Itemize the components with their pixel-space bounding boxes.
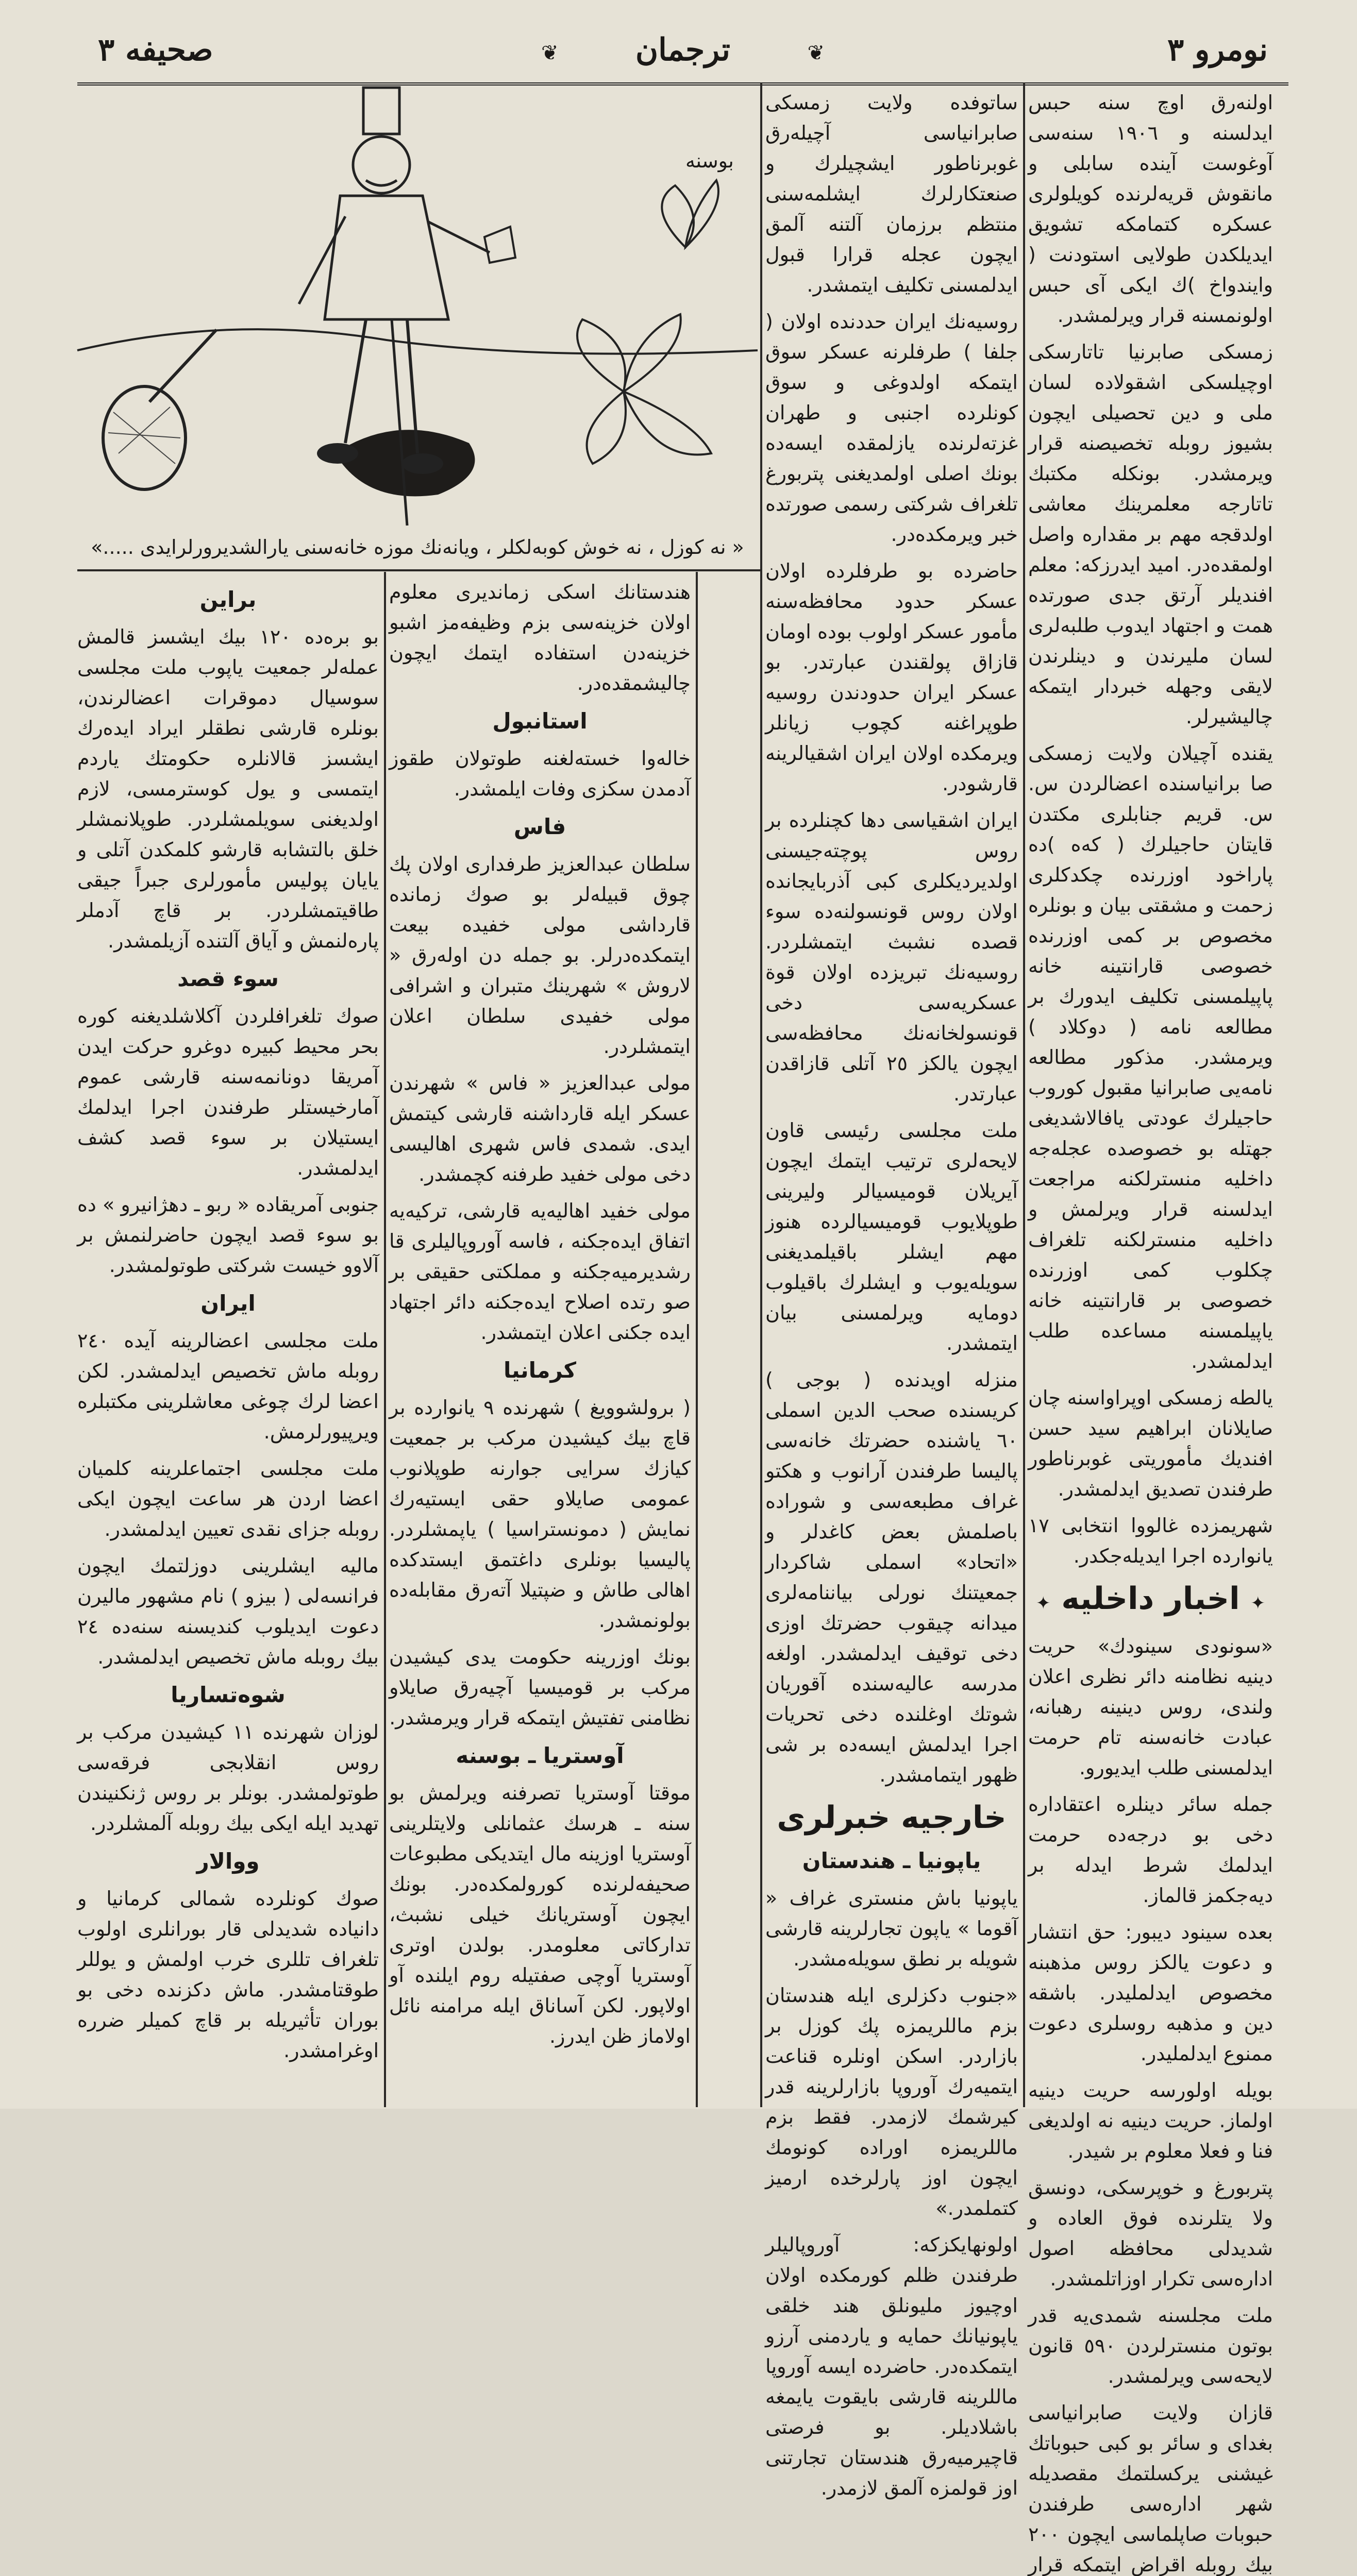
column-4 xyxy=(77,577,379,2102)
column-rule xyxy=(760,82,762,2107)
paragraph: «سونودی سينودك» حريت دينيه نظامنه دائر نظری اعلان ولندی، روس دينينه رهبانه، عبادت خانه‌سنه تام حرمت ايدلمسنی طلب ايديورو. xyxy=(1028,1635,1273,1779)
ornament-icon: ✦ xyxy=(1035,1593,1051,1614)
paragraph: يقنده آچيلان ولايت زمسكی صا برانياسنده اعضالردن س. س. قريم جنابلری مكتدن قايتان حاجيلرك ( كه‌ه )ده پاراخود اوزرنده چكدكلری زحمت و مشقتی بيان و بونلره مخصوص بر كمی اوزرنده خصوصی قارانتينه خانه پاپيلمسنی تكليف ايدورك بر مطالعه نامه ( دوكلاد ) ويرمشدر. مذكور مطالعه نامه‌يی صابرانيا مقبول كوروب حاجيلرك عودتی يافالاشديغی جهتله بو خصوصده عجله‌جه داخليه منسترلكنه مراجعت ايدلسنه قرار ويرلمش و داخليه منسترلكنه تلغراف چكلوب كمی اوزرنده خصوصی بر قارانتينه خانه ياپيلمسنه مساعده طلب ايدلمشدر. xyxy=(1028,742,1273,1372)
paragraph: صوك كونلرده شمالی كرمانيا و دانياده شديدلی قار بورانلری اولوب تلغراف تللری خرب اولمش و يوللر طوقتامشدر. ماش دكزنده دخی بو بوران تأثيريله بر قاچ كميلر ضرره اوغرامشدر. xyxy=(77,1887,379,2062)
cartoon-label: بوسنه xyxy=(685,149,734,172)
section-title-text: اخبار داخليه xyxy=(1061,1581,1240,1617)
section-title: كرمانيا xyxy=(503,1358,576,1383)
paragraph: منزله اويدنده ( بوجی ) كريسنده صحب الدين اسملی ٦٠ ياشنده حضرتك خانه‌سی پاليسا طرفندن آرانوب و هكتو غراف مطبعه‌سی و شوراده باصلمش بعض كاغدلر و «اتحاد» اسملی شاكردار جمعيتنك نورلی بياننامه‌لری ميدانه چيقوب حضرتك اوزی دخی توقيف ايدلمشدر. اولغه مدرسه عاليه‌سنده آقوريان شوتك اوغلنده دخی تحريات اجرا ايدلمش ايسه‌ده بر شی ظهور ايتمامشدر. xyxy=(765,1368,1018,1786)
column-rule xyxy=(696,572,698,2107)
issue-number: نومرو ٣ xyxy=(1167,32,1268,68)
ornament-icon: ❦ xyxy=(541,41,559,65)
paragraph: ساتوفده ولايت زمسكی صابرانياسی آچيله‌رق غوبرناطور ايشچيلرك و صنعتكارلرك ايشلمه‌سنی منتظم برزمان آلتنه آلمق ايچون عجله قرارا قبول ايدلمسنی تكليف ايتمشدر. xyxy=(765,91,1018,296)
paragraph: سلطان عبدالعزيز طرفداری اولان پك چوق قبيله‌لر بو صوك زمانده قارداشی مولی خفيده بيعت ايتمكده‌درلر. بو جمله دن اوله‌رق « لاروش » شهرينك متبران و اشرافی مولی خفيدی سلطان اعلان ايتمشلردر. xyxy=(389,853,691,1058)
paragraph: قازان ولايت صابرانياسی بغدای و سائر بو كبی حبوباتك غيشنی يركسلتمك مقصديله شهر اداره‌سی طرفندن حبوبات صاپلماسی ايچون ٢٠٠ بيك روبله اقراض ايتمكه قرار xyxy=(1028,2401,1273,2576)
paragraph: ماليه ايشلرينی دوزلتمك ايچون فرانسه‌لی ( بيزو ) نام مشهور ماليرن دعوت ايديلوب كنديسنه سنه‌ده ٢٤ بيك روبله ماش تخصيص ايدلمشدر. xyxy=(77,1554,379,1668)
section-title: خارجيه خبرلری xyxy=(777,1800,1007,1836)
page-number: صحیفه ٣ xyxy=(98,32,213,68)
column-rule xyxy=(1023,82,1025,2107)
cartoon-caption: « نه كوزل ، نه خوش كوبه‌لكلر ، ويانه‌نك موزه خانه‌سنی يارالشديرورلرايدی ‌‌‌‌‌‌‌‌.....» xyxy=(91,536,744,558)
paragraph: حاضرده بو طرفلرده اولان عسكر حدود محافظه‌سنه مأمور عسكر اولوب بوده اومان قازاق پولقندن عبارتدر. بو عسكر ايران حدودندن روسيه طوپراغنه كچوب زيانلر ويرمكده اولان ايران اشقيالرينه قارشودر. xyxy=(765,560,1018,795)
paragraph: بونك اوزرينه حكومت يدی كيشيدن مركب بر قوميسيا آچيه‌رق صايلاو نظامنی تفتيش ايتمكه قرار ويرمشدر. xyxy=(389,1646,691,1729)
paragraph: اولنه‌رق اوچ سنه حبس ايدلسنه و ١٩٠٦ سنه‌سی آوغوست آينده سابلی و مانقوش قريه‌لرنده كويلولری عسكره كتمامكه تشويق ايديلكدن طولايی استودنت ( وايندواخ )ك ايكی آی حبس اولونمسنه قرار ويرلمشدر. xyxy=(1028,91,1274,327)
paragraph: ملت مجلسی رئيسی قاون لايحه‌لری ترتيب ايتمك ايچون آيريلان قوميسيالر وليرينی طوپلايوب قوميسيالرده هنوز مهم ايشلر باقيلمديغنی سويله‌يوب و ايشلرك باقيلوب دومايه ويرلمسنی بيان ايتمشدر. xyxy=(765,1119,1018,1354)
section-title: سوء قصد xyxy=(177,966,279,991)
paragraph: اولونهايكزكه: آوروپاليلر طرفندن ظلم كورمكده اولان اوچيوز مليونلق هند خلقی ياپونيانك حمايه و ياردمنی آرزو ايتمكده‌در. حاضرده ايسه آوروپا ماللرينه قارشی بايقوت يايمغه باشلاديلر. بو فرصتی قاچيرميه‌رق هندستان تجارتنی اوز قولمزه آلمق لازمدر. xyxy=(765,2233,1018,2499)
paragraph: موقتا آوستريا تصرفنه ويرلمش بو سنه ـ هرسك عثمانلی ولايتلرينی آوستريا اوزينه مال ايتديكی مطبوعات صحيفه‌لرنده كورولمكده‌در. بونك ايچون آوستريانك خيلی نشبث، تداركاتی معلومدر. بولدن اوتری آوستريا آوچی صفتيله روم ايلنده آو اولاپور. لكن آساناق ايله مرامنه نائل اولاماز ظن ايدرز. xyxy=(389,1782,691,2047)
paragraph: ( برولشوويغ ) شهرنده ٩ يانوارده بر قاچ بيك كيشيدن مركب بر جمعيت كيازك سرايی جوارنه طوپلانوب عمومی صايلاو حقی ايستيه‌رك نمايش ( دمونستراسيا ) ياپمشلردر. پاليسيا بونلری داغتمق ايستدكده اهالی طاش و ضپتيلا آته‌رق مقابله‌ده بولونمشدر. xyxy=(389,1396,691,1632)
section-title: فاس xyxy=(513,814,566,839)
paragraph: ملت مجلسی اعضالرينه آيده ٢٤٠ روبله ماش تخصيص ايدلمشدر. لكن اعضا لرك چوغی معاشلرينی مكتبلره ويرپيورلرمش. xyxy=(77,1329,379,1443)
column-2 xyxy=(765,88,1018,2499)
column-3 xyxy=(389,577,691,2102)
section-title: استانبول xyxy=(492,708,588,734)
section-title: براين xyxy=(199,587,257,612)
masthead xyxy=(77,26,1288,86)
paragraph: مولی خفيد اهاليه‌يه قارشی، تركيه‌يه اتفاق ايده‌جكنه ، فاسه آوروپاليلری قا رشديرميه‌جكنه و مملكتی حقيقی بر صو رتده اصلاح ايده‌جكنه دائر اجتهاد ايده جكنی اعلان ايتمشدر. xyxy=(389,1199,691,1344)
paragraph: ملت مجلسی اجتماعلرينه كلميان اعضا اردن هر ساعت ايچون ايكی روبله جزای نقدی تعيين ايدلمشدر. xyxy=(77,1457,379,1540)
paragraph: بو بره‌ده ١٢٠ بيك ايشسز قالمش عمله‌لر جمعيت ياپوب ملت مجلسی سوسيال دموقرات اعضالرندن، بونلره قارشی نطقلر ايراد ايده‌رك ايشسز قالانلره حكومتك ياردم ايتمسی و يول كوسترمسی، لازم اولديغنی سويلمشلردر. طوپلانمشلر خلق بالتشابه قارشو كلمكدن آتلی و يایان پوليس مأمورلری جبراً جيقی طاقيتمشلردر. بر قاچ آدملر پاره‌لنمش و آياق آلتنده آزيلمشدر. xyxy=(77,625,379,952)
paragraph: جنوبی آمريقاده « ربو ـ دهژانيرو » ده بو سوء قصد ايچون حاضرلنمش بر آلاوو خيست شركتی طوتولمشدر. xyxy=(77,1193,379,1277)
caption-rule xyxy=(77,569,760,571)
paragraph: شهريمزده غالووا انتخابی ١٧ يانوارده اجرا ايديله‌جكدر. xyxy=(1028,1514,1273,1567)
column-1 xyxy=(1028,88,1274,2576)
paragraph: صوك تلغرافلردن آكلاشلديغنه كوره بحر محيط كبيره دوغرو حركت ايدن آمريقا دونانمه‌سنه قارشی عموم آمارخيستلر طرفندن اجرا ايدلمك ايستيلان بر سوء قصد كشف ايدلمشدر. xyxy=(77,1005,379,1179)
paragraph: هندستانك اسكی زمانديری معلوم اولان خزينه‌سی بزم وظيفه‌مز اشبو خزينه‌دن استفاده ايتمك ايچون چاليشمقده‌در. xyxy=(389,581,691,694)
section-title: آوستريا ـ بوسنه xyxy=(456,1743,624,1768)
paragraph: پتربورغ و خوپرسكی، دونسق ولا يتلرنده فوق العاده و شديدلی محافظه اصول اداره‌سی تكرار اوزاتلمشدر. xyxy=(1028,2176,1273,2290)
paragraph: خاله‌وا خسته‌لغنه طوتولان طقوز آدمدن سكزی وفات ايلمشدر. xyxy=(389,747,691,800)
section-title xyxy=(1028,1581,1273,1619)
paragraph: زمسكی صابرنيا تاتارسكی اوچيلسكی اشقولاده لسان ملی و دين تحصيلی ايچون بشيوز روبله تخصيصنه قرار ويرمشدر. بونكله مكتبك تاتارجه معلمرينك معاشی اولدقجه مهم بر مقداره واصل اولمقده‌در. اميد ايدرزكه: معلم افنديلر آرتق جدی صورتده همت و اجتهاد ايدوب طلبه‌لری لسان مليرندن و دينلرندن لايقی وجهله خبردار ايتمكه چاليشيرلر. xyxy=(1028,341,1273,728)
paragraph: لوزان شهرنده ١١ كيشيدن مركب بر روس انقلابجی فرقه‌سی طوتولمشدر. بونلر بر روس ژنكنيندن تهديد ايله ايكی بيك روبله آلمشلردر. xyxy=(77,1721,379,1835)
paragraph: مولی عبدالعزيز « فاس » شهرندن عسكر ايله قارداشنه قارشی كيتمش ايدی. شمدی فاس شهری اهاليسی دخی مولی خفيد طرفنه كچمشدر. xyxy=(389,1072,691,1185)
section-title: ووالار xyxy=(196,1849,260,1874)
section-title: شوه‌تساريا xyxy=(171,1682,286,1707)
cartoon-drawing xyxy=(77,82,758,531)
paragraph: روسيه‌نك ايران حددنده اولان ( جلفا ) طرفلرنه عسكر سوق ايتمكه اولدوغی و سوق كونلرده اجنبی و طهران غزته‌لرنده يازلمقده ايسه‌ده بونك اصلی اولمديغنی پتربورغ تلغراف شركتی رسمی صورتده خبر ويرمكده‌در. xyxy=(765,310,1018,546)
paragraph: بعده سينود ديبور: حق انتشار و دعوت يالكز روس مذهبنه مخصوص ايدلمليدر. باشقه دين و مذهبه روسلری دعوت ممنوع ايدلمليدر. xyxy=(1028,1921,1273,2065)
cartoon-illustration xyxy=(77,82,758,531)
column-rule xyxy=(384,572,386,2107)
section-title: ايران xyxy=(200,1291,256,1316)
paragraph: جمله سائر دينلره اعتقاداره دخی بو درجه‌ده حرمت ايدلمك شرط ايدله بر ديه‌جكمز قالماز. xyxy=(1028,1793,1273,1907)
paragraph: ياپونيا باش منستری غراف « آقوما » ياپون تجارلرينه قارشی شويله بر نطق سويله‌مشدر. xyxy=(765,1887,1018,1970)
paragraph: «جنوب دكزلری ايله هندستان بزم ماللريمزه پك كوزل بر بازاردر. اسكن اونلره قناعت ايتميه‌رك آوروپا بازارلرينه قدر كيرشمك لازمدر. فقط بزم ماللريمزه اوراده كونومك ايچون اوز پارلرخده ارمیز كتملمدر.» xyxy=(765,1984,1018,2219)
paragraph: بويله اولورسه حريت دينيه اولماز. حريت دينيه نه اولديغی فنا و فعلا معلوم بر شيدر. xyxy=(1028,2079,1273,2162)
paragraph: ملت مجلسنه شمدی‌يه قدر بوتون منسترلردن ٥٩٠ قانون لايحه‌سی ويرلمشدر. xyxy=(1028,2304,1273,2387)
paragraph: يالطه زمسكی اوپراواسنه چان صايلانان ابراهيم سيد حسن افنديك مأموريتی غوبرناطور طرفندن تصديق ايدلمشدر. xyxy=(1028,1386,1273,1500)
section-subtitle: ياپونيا ـ هندستان xyxy=(802,1848,981,1873)
newspaper-title: ترجمان xyxy=(635,32,730,68)
paragraph: ايران اشقياسی دها كچنلرده بر روس پوچته‌جيسنی اولديرديكلری كبی آذربايجانده اولان روس قونسولنه‌ده سوء قصده نشبث ايتمشلردر. روسيه‌نك تبريزده اولان قوة عسكريه‌سی دخی قونسولخانه‌نك محافظه‌سی ايچون يالكز ٢٥ آتلی قازاقدن عبارتدر. xyxy=(765,809,1018,1105)
ornament-icon: ✦ xyxy=(1250,1593,1265,1614)
ornament-icon: ❦ xyxy=(807,41,825,65)
